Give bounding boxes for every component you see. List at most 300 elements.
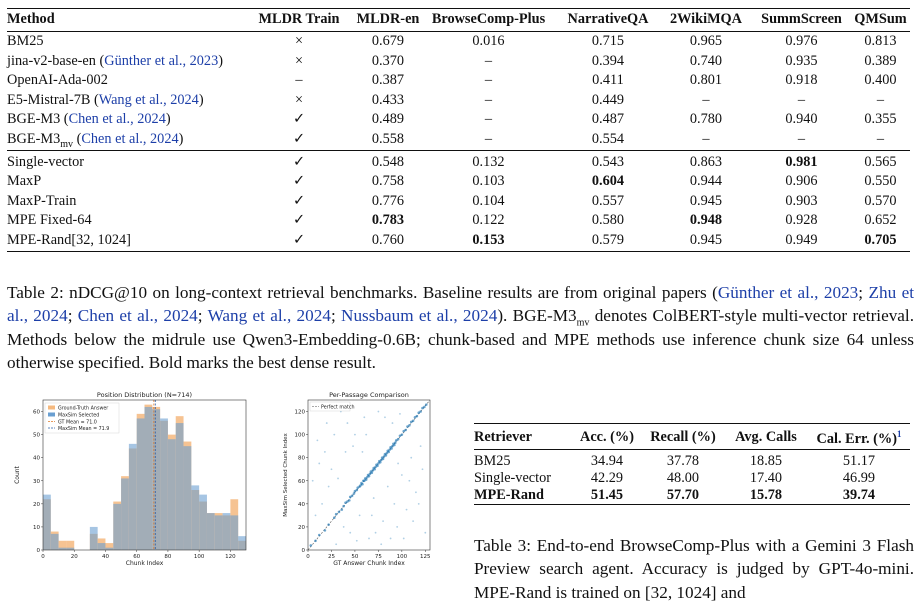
scatter-point — [348, 499, 351, 502]
method-name: BM25 — [7, 33, 44, 49]
bar-maxsim — [137, 418, 145, 550]
citation-link[interactable]: Wang et al., 2024 — [98, 91, 199, 108]
scatter-point — [412, 520, 414, 522]
scatter-point — [397, 438, 400, 441]
method-cell — [7, 52, 243, 72]
method-name: BGE-M3 ( — [7, 111, 69, 128]
score-cell: 0.948 — [689, 212, 723, 229]
scatter-point — [352, 445, 354, 447]
score-cell: 0.935 — [785, 52, 818, 69]
bar-maxsim — [129, 444, 137, 550]
method-cell — [7, 32, 243, 52]
x-tick-label: 20 — [70, 554, 78, 560]
mldr-train-cell: × — [294, 91, 304, 108]
score-cell: 0.122 — [472, 212, 505, 229]
mldr-train-cell: ✓ — [293, 192, 305, 209]
metric-cell: 42.29 — [590, 470, 624, 486]
legend-label: MaxSim Selected — [58, 413, 100, 419]
score-cell: 0.945 — [689, 231, 723, 248]
score-cell: 0.758 — [371, 173, 405, 190]
scatter-point — [324, 451, 326, 453]
caption-text: ). BGE-M3 — [497, 306, 577, 326]
score-cell: 0.411 — [592, 72, 624, 89]
score-cell: – — [702, 91, 710, 108]
table-row — [7, 150, 910, 172]
scatter-point — [373, 497, 375, 499]
scatter-point — [393, 503, 395, 505]
score-cell: 0.104 — [472, 192, 505, 209]
scatter-point — [365, 478, 368, 481]
y-tick-label: 80 — [298, 455, 305, 462]
score-cell: 0.940 — [785, 111, 818, 128]
score-cell: 0.945 — [689, 192, 723, 209]
mldr-train-cell: × — [294, 52, 304, 69]
x-tick-label: 100 — [396, 554, 408, 560]
method-name-paren: ) — [198, 91, 204, 108]
scatter-point — [365, 434, 367, 436]
bar-maxsim — [184, 446, 192, 550]
method-name-paren: ) — [178, 130, 184, 147]
scatter-point — [399, 413, 401, 415]
scatter-point — [349, 532, 351, 534]
metric-cell: 57.70 — [666, 487, 700, 503]
scatter-point — [361, 483, 364, 486]
scatter-point — [356, 540, 358, 542]
scatter-point — [321, 503, 323, 505]
legend-label: Perfect match — [321, 405, 355, 411]
scatter-point — [335, 543, 337, 545]
x-tick-label: 25 — [327, 554, 335, 560]
scatter-point — [412, 419, 415, 422]
mldr-train-cell: × — [243, 32, 355, 52]
table2-caption — [7, 281, 914, 375]
x-tick-label: 125 — [420, 554, 431, 560]
results-table-2 — [7, 8, 910, 252]
mldr-train-cell: ✓ — [293, 173, 305, 190]
y-tick-label: 30 — [33, 478, 40, 485]
scatter-point — [418, 503, 420, 505]
score-cell: 0.558 — [371, 130, 405, 147]
table3-caption: Table 3: End-to-end BrowseComp-Plus with a Gemini 3 Flash Preview search agent. Accuracy is judged by GPT-4o-mini. MPE-Rand is trained on [32, 1024] and — [474, 536, 914, 602]
scatter-point — [373, 468, 376, 471]
bar-maxsim — [90, 527, 98, 550]
scatter-point — [382, 458, 385, 461]
scatter-point — [331, 468, 333, 470]
method-cell: MPE-Rand[32, 1024] — [7, 231, 131, 248]
scatter-point — [397, 463, 399, 465]
method-cell — [7, 91, 243, 111]
metric-cell: 18.85 — [749, 453, 783, 469]
method-cell — [7, 71, 243, 91]
x-axis-label: Chunk Index — [125, 560, 164, 567]
scatter-point — [340, 508, 343, 511]
score-cell: 0.389 — [864, 52, 897, 69]
score-cell: 0.679 — [355, 32, 421, 52]
scatter-point — [396, 526, 398, 528]
y-tick-label: 60 — [33, 409, 40, 416]
header-method: Method — [7, 11, 55, 28]
header-acc: Acc. (%) — [580, 428, 634, 445]
scatter-point — [380, 543, 382, 545]
metric-cell: 39.74 — [842, 487, 876, 503]
citation-link[interactable]: Günther et al., 2023 — [717, 283, 859, 302]
score-cell: – — [876, 91, 885, 108]
bar-maxsim — [168, 439, 176, 550]
position-distribution-chart — [10, 390, 250, 570]
scatter-point — [363, 416, 365, 418]
header-summscreen: SummScreen — [761, 11, 842, 28]
table-row — [7, 192, 910, 212]
score-cell: 0.813 — [851, 32, 910, 52]
method-cell: MaxP-Train — [7, 192, 77, 209]
bar-maxsim — [121, 478, 129, 550]
score-cell: 0.370 — [371, 52, 405, 69]
subscript-mv: mv — [576, 317, 590, 329]
scatter-point — [371, 514, 373, 516]
table-row — [7, 91, 910, 111]
scatter-point — [422, 468, 424, 470]
x-tick-label: 0 — [41, 554, 45, 560]
mldr-train-cell: ✓ — [293, 111, 305, 128]
scatter-point — [368, 538, 370, 540]
scatter-point — [345, 451, 347, 453]
per-passage-comparison-chart — [280, 390, 440, 570]
score-cell: 0.400 — [864, 72, 897, 89]
scatter-point — [385, 454, 388, 457]
scatter-point — [356, 489, 359, 492]
header-narrativeqa: NarrativeQA — [567, 11, 649, 28]
scatter-point — [316, 439, 318, 441]
scatter-point — [310, 544, 313, 547]
table-row — [7, 211, 910, 231]
score-cell: 0.580 — [591, 212, 625, 229]
y-tick-label: 60 — [298, 478, 305, 485]
scatter-point — [403, 538, 405, 540]
bar-maxsim — [113, 504, 121, 550]
x-axis-label: GT Answer Chunk Index — [333, 560, 405, 567]
caption-separator: ; — [330, 306, 342, 326]
scatter-point — [359, 514, 361, 516]
table-row — [7, 71, 910, 91]
header-cal-err-label: Cal. Err. (%) — [816, 430, 897, 447]
method-cell: MPE Fixed-64 — [7, 212, 92, 229]
footnote-marker[interactable]: 1 — [896, 429, 902, 440]
score-cell: 0.863 — [660, 150, 752, 172]
scatter-point — [318, 534, 321, 537]
x-tick-label: 120 — [225, 554, 236, 560]
scatter-svg — [280, 390, 440, 570]
scatter-point — [424, 532, 426, 534]
metric-cell: 51.45 — [590, 487, 624, 503]
score-cell: 0.449 — [591, 91, 625, 108]
bar-maxsim — [66, 548, 74, 550]
scatter-point — [327, 523, 330, 526]
citation-link[interactable]: Nussbaum et al., 2024 — [341, 306, 498, 326]
chart-title: Position Distribution (N=714) — [96, 391, 193, 399]
score-cell: 0.652 — [864, 212, 897, 229]
score-cell: 0.548 — [355, 150, 421, 172]
score-cell: 0.944 — [689, 173, 723, 190]
score-cell: – — [876, 130, 885, 147]
method-name: BGE-M3 — [7, 130, 61, 147]
method-subscript: mv — [60, 138, 73, 150]
caption-text: denotes ColBERT-style multi-vector retrieval. Methods below the midrule use Qwen3-Embedding-0.6B; chunk-based and MPE methods use inference chunk size 64 unless otherwise specified. Bold marks the best dense result. — [7, 306, 914, 373]
bar-maxsim — [215, 515, 223, 550]
method-cell: MaxP — [7, 173, 42, 190]
score-cell: 0.783 — [371, 212, 405, 229]
score-cell: 0.918 — [785, 72, 818, 89]
score-cell: 0.801 — [689, 72, 723, 89]
scatter-point — [404, 429, 407, 432]
bar-maxsim — [191, 485, 199, 550]
method-name-paren: ) — [218, 52, 223, 69]
scatter-point — [312, 480, 314, 482]
table-row — [7, 130, 910, 150]
citation-link[interactable]: Zhu et al., 2024 — [7, 283, 915, 326]
bar-maxsim — [207, 513, 215, 550]
score-cell: – — [797, 91, 806, 108]
mldr-train-cell: ✓ — [243, 150, 355, 172]
x-tick-label: 0 — [306, 554, 310, 560]
scatter-point — [393, 444, 396, 447]
score-cell: 0.965 — [660, 32, 752, 52]
mldr-train-cell: ✓ — [293, 212, 305, 229]
legend-label: MaxSim Mean = 71.9 — [58, 427, 110, 432]
bar-maxsim — [59, 548, 67, 550]
y-tick-label: 50 — [33, 432, 40, 439]
scatter-point — [328, 486, 330, 488]
score-cell: 0.557 — [591, 192, 625, 209]
header-qmsum: QMSum — [854, 11, 907, 28]
score-cell: 0.705 — [864, 231, 897, 248]
score-cell: 0.565 — [851, 150, 910, 172]
bar-maxsim — [176, 423, 184, 550]
score-cell: 0.550 — [864, 173, 897, 190]
header-mldr-train: MLDR Train — [258, 11, 340, 28]
scatter-point — [384, 416, 386, 418]
scatter-point — [419, 410, 422, 413]
scatter-point — [392, 422, 394, 424]
scatter-point — [347, 422, 349, 424]
score-cell: 0.715 — [556, 32, 660, 52]
x-tick-label: 80 — [164, 554, 172, 560]
header-cal-err — [808, 424, 910, 450]
bar-maxsim — [199, 495, 207, 550]
y-tick-label: 120 — [294, 409, 305, 416]
score-cell: 0.543 — [556, 150, 660, 172]
scatter-point — [401, 433, 404, 436]
caption-separator: ; — [67, 306, 78, 326]
y-tick-label: 10 — [33, 524, 40, 531]
retriever-cell: MPE-Rand — [474, 487, 544, 503]
scatter-point — [377, 411, 379, 413]
score-cell: 0.949 — [785, 231, 818, 248]
bar-maxsim — [43, 495, 51, 550]
y-axis-label: Count — [14, 466, 21, 484]
scatter-point — [416, 415, 419, 418]
score-cell: 0.740 — [689, 52, 723, 69]
score-cell: 0.132 — [421, 150, 556, 172]
metric-cell: 34.94 — [590, 453, 624, 469]
header-retriever: Retriever — [474, 428, 532, 445]
scatter-point — [333, 516, 336, 519]
citation-link[interactable]: Chen et al., 2024 — [68, 111, 166, 128]
metric-cell: 46.99 — [842, 470, 876, 486]
caption-text: Table 2: nDCG@10 on long-context retrieval benchmarks. Baseline results are from original papers ( — [7, 283, 718, 302]
retriever-cell: Single-vector — [474, 470, 552, 486]
scatter-point — [387, 451, 390, 454]
scatter-point — [318, 463, 320, 465]
score-cell: – — [484, 91, 493, 108]
score-cell: 0.554 — [591, 130, 625, 147]
table-row — [7, 52, 910, 72]
caption-separator: ; — [858, 283, 869, 302]
y-tick-label: 20 — [33, 501, 40, 508]
scatter-point — [390, 447, 393, 450]
scatter-point — [415, 491, 417, 493]
mldr-train-cell: – — [295, 72, 303, 89]
table-row — [7, 231, 910, 251]
score-cell: – — [484, 111, 493, 128]
score-cell: 0.355 — [864, 111, 897, 128]
scatter-point — [382, 520, 384, 522]
score-cell: 0.153 — [472, 231, 505, 248]
scatter-point — [351, 494, 354, 497]
score-cell: 0.433 — [371, 91, 405, 108]
citation-link[interactable]: Wang et al., 2024 — [207, 306, 331, 326]
header-2wikimqa: 2WikiMQA — [669, 11, 743, 28]
bar-maxsim — [238, 536, 246, 550]
scatter-point — [314, 539, 317, 542]
score-cell: 0.760 — [371, 231, 405, 248]
mldr-train-cell: ✓ — [293, 231, 305, 248]
scatter-point — [379, 461, 382, 464]
retriever-cell: BM25 — [474, 453, 511, 469]
scatter-point — [333, 434, 335, 436]
scatter-point — [354, 434, 356, 436]
metric-cell: 37.78 — [666, 453, 700, 469]
legend-swatch-maxsim — [48, 413, 55, 417]
score-cell: – — [702, 130, 710, 147]
header-browsecomp-plus: BrowseComp-Plus — [431, 11, 546, 28]
table-row — [474, 487, 910, 505]
legend-label: Ground-Truth Answer — [58, 406, 109, 412]
method-name: E5-Mistral-7B ( — [7, 91, 99, 108]
bar-maxsim — [160, 418, 168, 550]
method-cell: Single-vector — [7, 150, 243, 172]
bar-maxsim — [152, 409, 160, 550]
metric-cell: 17.40 — [749, 470, 783, 486]
y-tick-label: 100 — [294, 432, 305, 439]
scatter-point — [335, 513, 338, 516]
citation-link[interactable]: Günther et al., 2023 — [104, 52, 219, 69]
score-cell: 0.928 — [785, 212, 818, 229]
x-tick-label: 75 — [374, 554, 382, 560]
metric-cell: 51.17 — [842, 453, 876, 469]
table3-header-row — [474, 424, 910, 450]
score-cell: – — [484, 130, 493, 147]
bar-maxsim — [98, 543, 106, 550]
histogram-svg — [10, 390, 250, 570]
score-cell: 0.394 — [591, 52, 625, 69]
metric-cell: 15.78 — [749, 487, 783, 503]
score-cell: – — [484, 72, 493, 89]
scatter-point — [326, 422, 328, 424]
scatter-point — [371, 471, 374, 474]
scatter-point — [353, 492, 356, 495]
scatter-point — [315, 514, 317, 516]
bar-maxsim — [145, 407, 153, 550]
score-cell: 0.776 — [371, 192, 405, 209]
score-cell: 0.489 — [371, 111, 405, 128]
method-name: OpenAI-Ada-002 — [7, 72, 108, 89]
method-cell — [7, 110, 243, 130]
header-mldr-en: MLDR-en — [356, 11, 420, 28]
bar-maxsim — [223, 513, 231, 550]
x-tick-label: 50 — [351, 554, 359, 560]
x-tick-label: 40 — [101, 554, 109, 560]
y-tick-label: 40 — [298, 501, 305, 508]
y-axis-label: MaxSim Selected Chunk Index — [283, 433, 289, 517]
results-table-3 — [474, 423, 910, 505]
caption-separator: ; — [197, 306, 208, 326]
citation-link[interactable]: Chen et al., 2024 — [77, 306, 198, 326]
x-tick-label: 60 — [133, 554, 141, 560]
method-name: jina-v2-base-en ( — [7, 52, 105, 69]
chart-title: Per-Passage Comparison — [329, 391, 409, 399]
score-cell: – — [797, 130, 806, 147]
score-cell: 0.579 — [591, 231, 625, 248]
method-name-paren: ) — [165, 111, 171, 128]
score-cell: 0.976 — [752, 32, 851, 52]
table-row — [474, 450, 910, 471]
bar-maxsim — [105, 548, 113, 550]
method-cell — [7, 130, 243, 150]
scatter-point — [324, 529, 327, 532]
score-cell: 0.903 — [785, 192, 818, 209]
score-cell: 0.103 — [472, 173, 505, 190]
scatter-point — [408, 424, 411, 427]
metric-cell: 48.00 — [666, 470, 700, 486]
table-row — [7, 32, 910, 52]
table-row — [474, 470, 910, 487]
scatter-point — [420, 445, 422, 447]
bar-maxsim — [51, 534, 59, 550]
scatter-point — [390, 538, 392, 540]
scatter-point — [423, 406, 426, 409]
y-tick-label: 40 — [33, 455, 40, 462]
scatter-point — [375, 532, 377, 534]
citation-link[interactable]: Chen et al., 2024 — [81, 130, 179, 147]
score-cell: 0.016 — [421, 32, 556, 52]
scatter-point — [337, 478, 339, 480]
score-cell: – — [484, 52, 493, 69]
legend-swatch-gt — [48, 406, 55, 410]
y-tick-label: 0 — [301, 548, 305, 554]
scatter-point — [401, 474, 403, 476]
scatter-point — [342, 505, 345, 508]
y-tick-label: 20 — [298, 524, 305, 531]
method-name-paren: ( — [73, 130, 82, 147]
score-cell: 0.906 — [785, 173, 818, 190]
scatter-point — [408, 480, 410, 482]
table2-header-row — [7, 9, 910, 32]
scatter-point — [394, 441, 397, 444]
scatter-point — [376, 464, 379, 467]
scatter-point — [387, 486, 389, 488]
x-tick-label: 100 — [193, 554, 205, 560]
scatter-point — [343, 526, 345, 528]
